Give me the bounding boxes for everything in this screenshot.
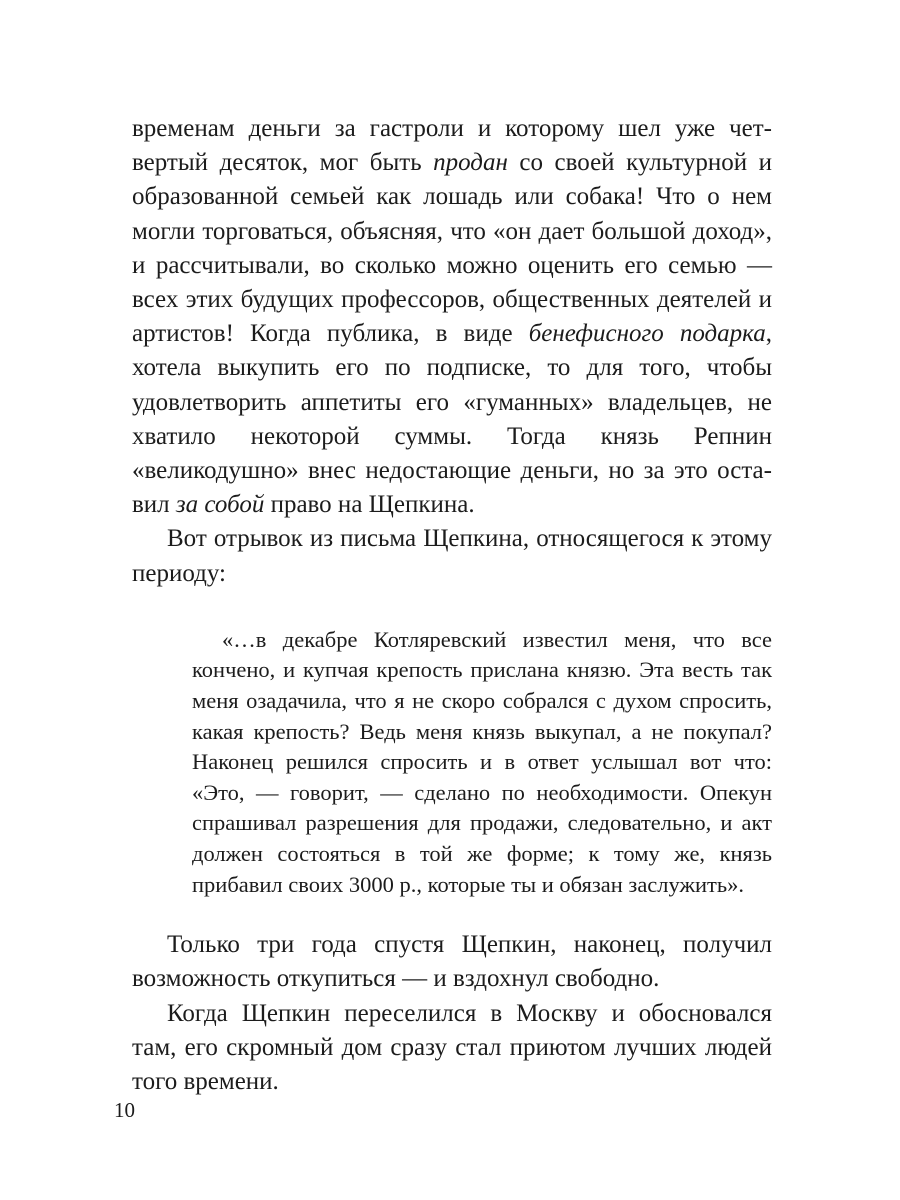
letter-quote [192,625,772,900]
paragraph-1-text-d: право на Щепкина. [264,491,475,519]
paragraph-continued [132,112,772,522]
italic-for-himself: за собой [175,491,265,519]
letter-quote-text: «…в декабре Котляревский известил меня, что все кончено, и купчая крепость прислана князю. Эта весть так меня озадачила, что я не скоро собрался с духом спросить, какая крепость? Ведь меня князь выкупал, а не покупал? Наконец решился спросить и в ответ услышал вот что: «Это, — говорит, — сделано по необходимости. Опекун спрашивал разрешения для продажи, следовательно, и акт должен состояться в той же форме; к тому же, князь прибавил своих 3000 р., которые ты и обязан заслужить». [192,626,772,897]
italic-benefit-gift: бенефисного подарка [528,320,766,348]
paragraph-1-text-c: , хотела выкупить его по подписке, то для того, чтобы удовлетворить аппетиты его «гуманных» владельцев, не хватило некоторой суммы. Тогда князь Репнин «великодушно» внес недостающие деньги, но за это оставил [132,320,772,519]
page-number: 10 [114,1098,135,1122]
paragraph-letter-intro: Вот отрывок из письма Щепкина, относящегося к этому периоду: [132,525,772,587]
paragraph-three-years: Только три года спустя Щепкин, наконец, получил возможность откупиться — и вздохнул свободно. [132,931,772,993]
main-text-block [132,112,772,1099]
italic-prodan: продан [433,149,508,177]
paragraph-1-text-b: со своей культурной и образованной семьей как лошадь или собака! Что о нем могли торговаться, объясняя, что «он дает большой доход», и рассчитывали, во сколько можно оценить его семью — всех этих будущих профессоров, общественных деятелей и артистов! Когда публика, в виде [132,149,772,348]
paragraph-1-text-a: временам деньги за гастроли и которому шел уже четвертый десяток, мог быть [132,115,772,177]
paragraph-moscow: Когда Щепкин переселился в Москву и обосновался там, его скромный дом сразу стал приютом лучших людей того времени. [132,999,772,1095]
